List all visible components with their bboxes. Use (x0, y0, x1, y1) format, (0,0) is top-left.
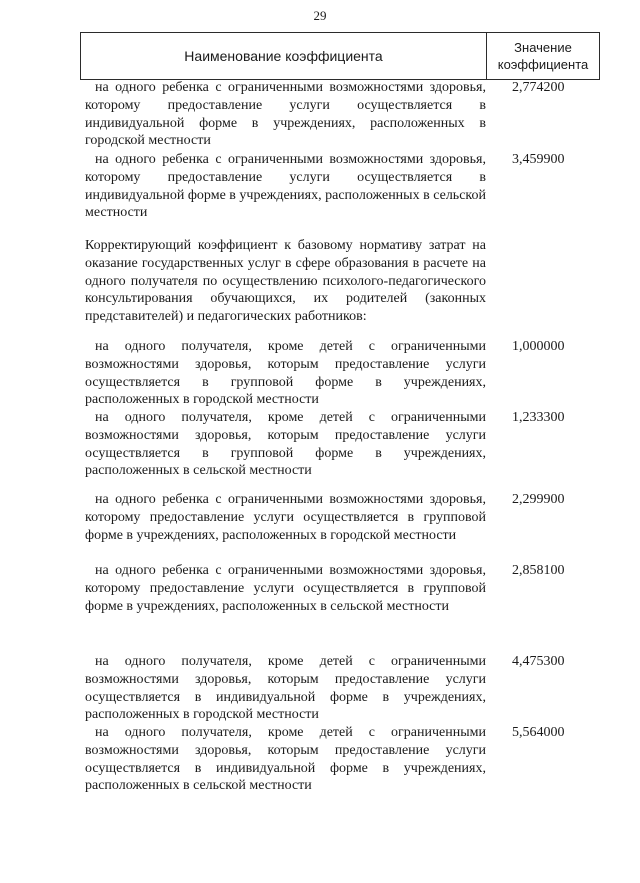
row-description: на одного получателя, кроме детей с ограниченными возможностями здоровья, которым предоставление услуги осуществляется в групповой форме в учреждениях, расположенных в городской местности (85, 339, 486, 408)
page-number: 29 (313, 8, 327, 23)
table-header (80, 32, 600, 80)
row-description: на одного получателя, кроме детей с ограниченными возможностями здоровья, которым предоставление услуги осуществляется в индивидуальной форме в учреждениях, расположенных в сельской местности (85, 725, 486, 794)
row-value: 3,459900 (512, 152, 565, 167)
row-description: на одного ребенка с ограниченными возможностями здоровья, которому предоставление услуги осуществляется в групповой форме в учреждениях, расположенных в сельской местности (85, 563, 486, 614)
row-value: 2,774200 (512, 80, 565, 95)
row-value: 5,564000 (512, 725, 565, 740)
row-value: 2,299900 (512, 492, 565, 507)
section-heading: Корректирующий коэффициент к базовому нормативу затрат на оказание государственных услуг в сфере образования в расчете на одного получателя по осуществлению психолого-педагогического консультирования обучающихся, их родителей (законных представителей) и педагогических работников: (85, 238, 486, 325)
row-description: на одного получателя, кроме детей с ограниченными возможностями здоровья, которым предоставление услуги осуществляется в групповой форме в учреждениях, расположенных в сельской местности (85, 410, 486, 479)
row-description: на одного ребенка с ограниченными возможностями здоровья, которому предоставление услуги осуществляется в индивидуальной форме в учреждениях, расположенных в сельской местности (85, 152, 486, 221)
row-value: 2,858100 (512, 563, 565, 578)
row-value: 4,475300 (512, 654, 565, 669)
header-coefficient-name: Наименование коэффициента (81, 33, 487, 79)
row-description: на одного ребенка с ограниченными возможностями здоровья, которому предоставление услуги осуществляется в групповой форме в учреждениях, расположенных в городской местности (85, 492, 486, 543)
row-description: на одного ребенка с ограниченными возможностями здоровья, которому предоставление услуги осуществляется в индивидуальной форме в учреждениях, расположенных в городской местности (85, 80, 486, 149)
row-description: на одного получателя, кроме детей с ограниченными возможностями здоровья, которым предоставление услуги осуществляется в индивидуальной форме в учреждениях, расположенных в городской местности (85, 654, 486, 723)
row-value: 1,233300 (512, 410, 565, 425)
row-value: 1,000000 (512, 339, 565, 354)
header-coefficient-value: Значение коэффициента (497, 40, 589, 72)
